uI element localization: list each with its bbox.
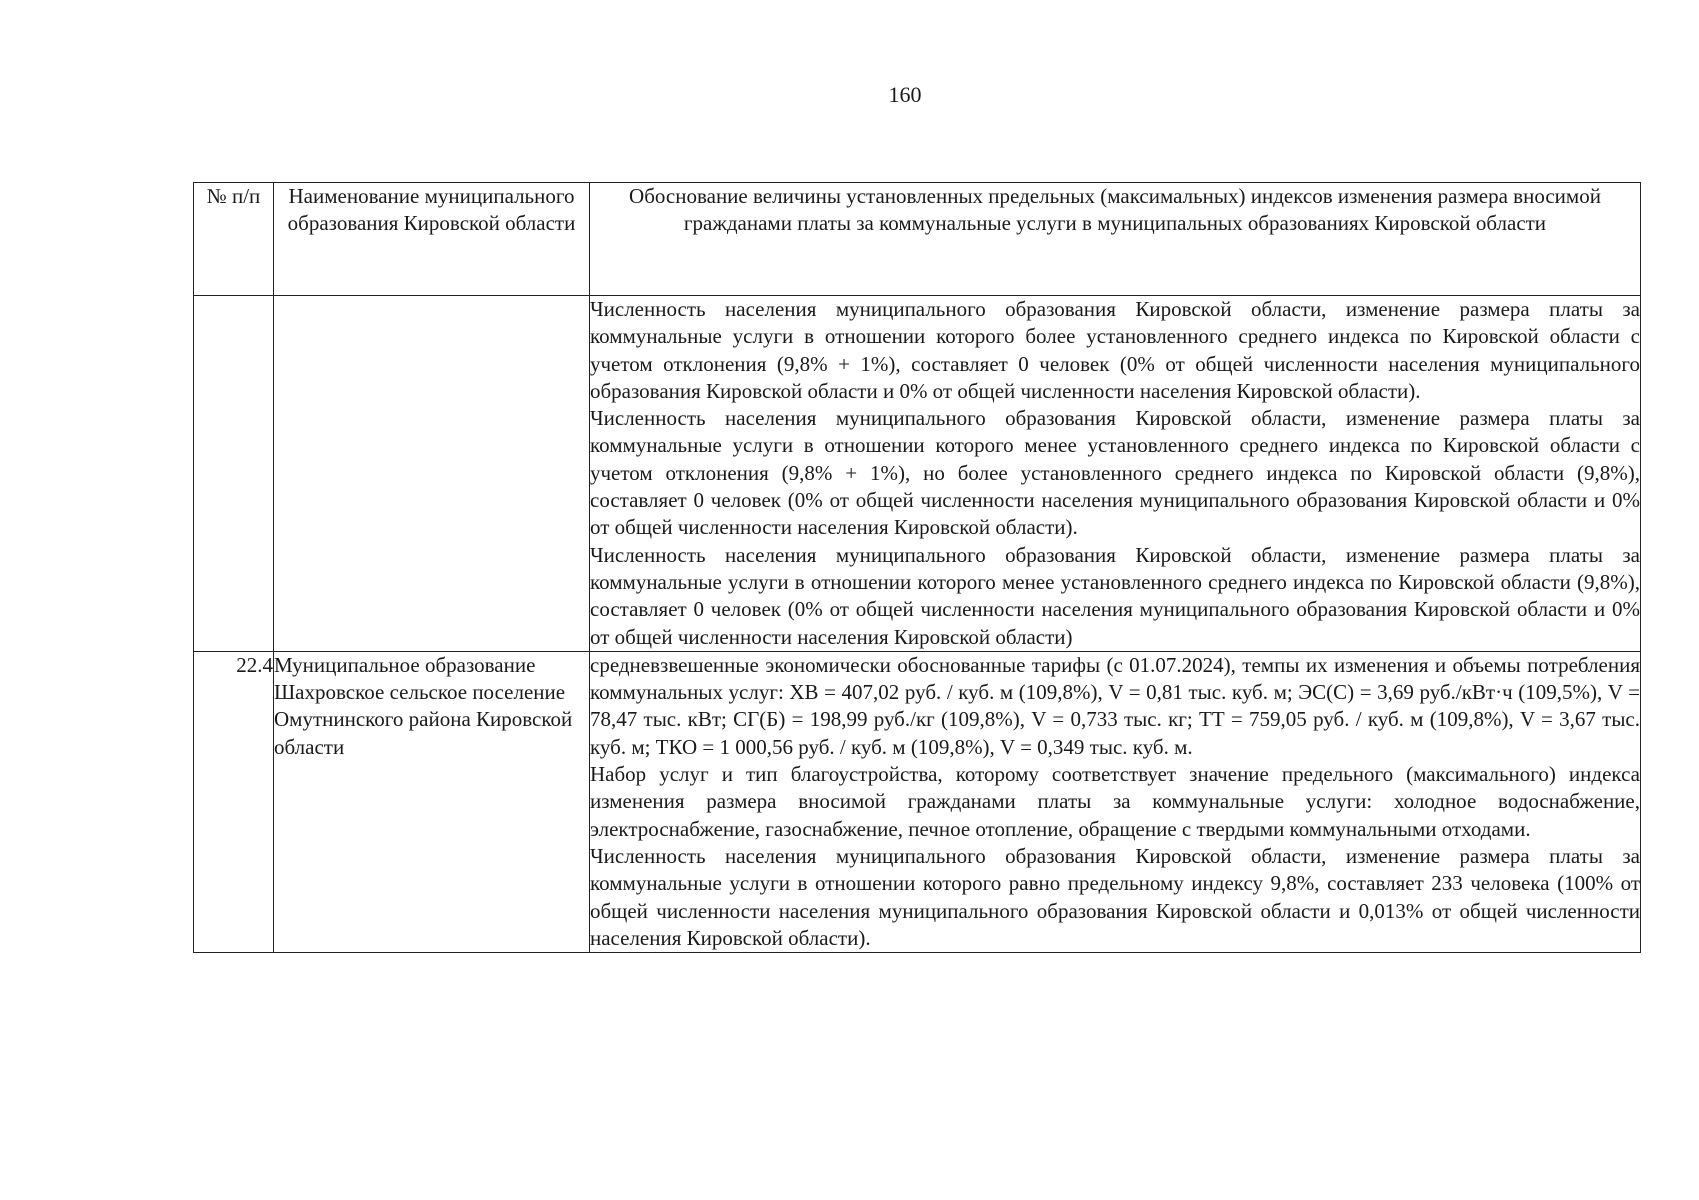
row-num xyxy=(194,296,274,652)
table-row xyxy=(194,296,1641,652)
header-justification: Обоснование величины установленных предельных (максимальных) индексов изменения размера вносимой гражданами платы за коммунальные услуги в муниципальных образованиях Кировской области xyxy=(590,183,1641,296)
paragraph: Численность населения муниципального образования Кировской области, изменение размера платы за коммунальные услуги в отношении которого менее установленного среднего индекса по Кировской области с учетом отклонения (9,8% + 1%), но более установленного среднего индекса по Кировской области (9,8%), составляет 0 человек (0% от общей численности населения муниципального образования Кировской области и 0% от общей численности населения Кировской области). xyxy=(590,406,1640,540)
paragraph: Численность населения муниципального образования Кировской области, изменение размера платы за коммунальные услуги в отношении которого более установленного среднего индекса по Кировской области с учетом отклонения (9,8% + 1%), составляет 0 человек (0% от общей численности населения муниципального образования Кировской области и 0% от общей численности населения Кировской области). xyxy=(590,297,1640,403)
header-num: № п/п xyxy=(194,183,274,296)
row-justification xyxy=(590,296,1641,652)
header-name: Наименование муниципального образования Кировской области xyxy=(274,183,590,296)
paragraph: Набор услуг и тип благоустройства, которому соответствует значение предельного (максимального) индекса изменения размера вносимой гражданами платы за коммунальные услуги: холодное водоснабжение, электроснабжение, газоснабжение, печное отопление, обращение с твердыми коммунальными отходами. xyxy=(590,762,1640,841)
table-row xyxy=(194,651,1641,952)
table-header-row xyxy=(194,183,1641,296)
paragraph: Численность населения муниципального образования Кировской области, изменение размера платы за коммунальные услуги в отношении которого равно предельному индексу 9,8%, составляет 233 человека (100% от общей численности населения муниципального образования Кировской области и 0,013% от общей численности населения Кировской области). xyxy=(590,843,1640,950)
paragraph: Численность населения муниципального образования Кировской области, изменение размера платы за коммунальные услуги в отношении которого менее установленного среднего индекса по Кировской области (9,8%), составляет 0 человек (0% от общей численности населения муниципального образования Кировской области и 0% от общей численности населения Кировской области) xyxy=(590,542,1640,649)
row-name xyxy=(274,296,590,652)
row-name: Муниципальное образование Шахровское сельское поселение Омутнинского района Кировской области xyxy=(274,651,590,952)
page-number: 160 xyxy=(888,82,922,107)
row-num: 22.4 xyxy=(194,651,274,952)
row-justification xyxy=(590,651,1641,952)
paragraph: средневзвешенные экономически обоснованные тарифы (с 01.07.2024), темпы их изменения и объемы потребления коммунальных услуг: ХВ = 407,02 руб. / куб. м (109,8%), V = 0,81 тыс. куб. м; ЭС(С) = 3,69 руб./кВт·ч (109,5%), V = 78,47 тыс. кВт; СГ(Б) = 198,99 руб./кг (109,8%), V = 0,733 тыс. кг; ТТ = 759,05 руб. / куб. м (109,8%), V = 3,67 тыс. куб. м; ТКО = 1 000,56 руб. / куб. м (109,8%), V = 0,349 тыс. куб. м. xyxy=(590,652,1640,759)
indices-table xyxy=(193,182,1641,953)
